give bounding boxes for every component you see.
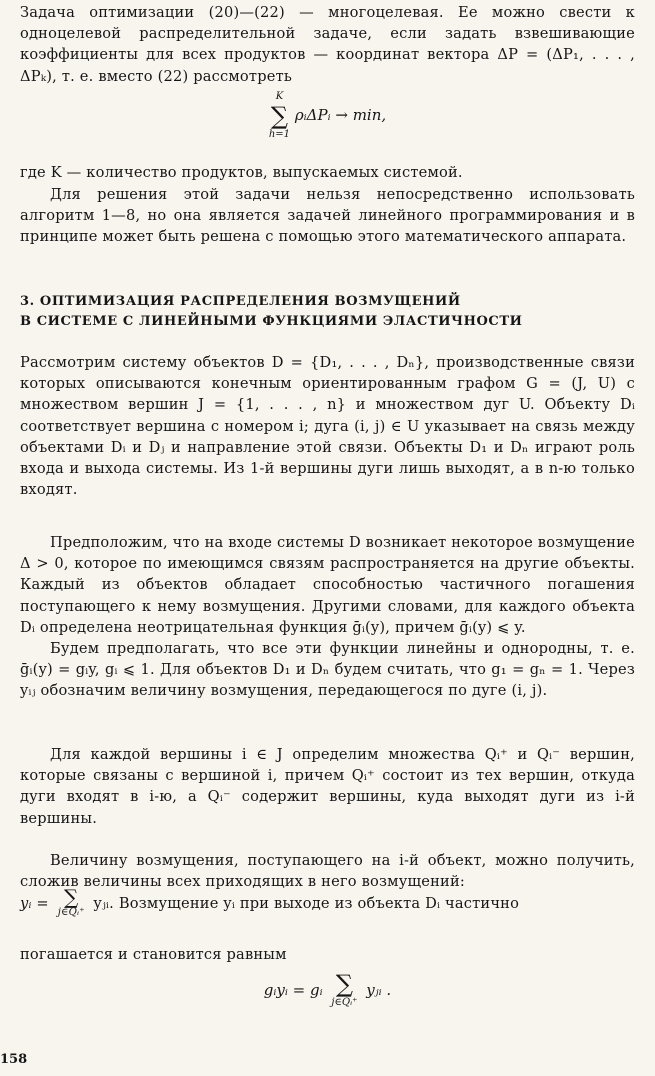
paragraph-2: где K — количество продуктов, выпускаемых системой. xyxy=(20,164,463,181)
sum-sign: ∑ j∈Qᵢ⁺ xyxy=(57,885,85,918)
formula-lhs: gᵢyᵢ = gᵢ xyxy=(263,981,323,999)
paragraph-6: Будем предполагать, что все эти функции линейны и однородны, т. е. ḡᵢ(y) = gᵢy, gᵢ ⩽ 1. Для объектов D₁ и Dₙ будем считать, что g₁ = gₙ = 1. Через yᵢⱼ обозначим величину возмущения, передающегося по дуге (i, j). xyxy=(20,640,635,700)
formula-sum-min xyxy=(20,90,635,142)
formula-gi-yi xyxy=(20,972,635,1010)
paragraph-4: Рассмотрим систему объектов D = {D₁, . . . , Dₙ}, производственные связи которых описываются конечным ориентированным графом G = (J, U) с множеством вершин J = {1, . . . , n} и множеством дуг U. Объекту Dᵢ соответствует вершина с номером i; дуга (i, j) ∈ U указывает на связь между объектами Dᵢ и Dⱼ и направление этой связи. Объекты D₁ и Dₙ играют роль входа и выхода системы. Из 1-й вершины дуги лишь выходят, а в n-ю только входят. xyxy=(20,354,635,499)
paragraph-8-formula-line xyxy=(20,885,635,920)
sum-sign: K ∑ h=1 xyxy=(268,91,291,140)
sum-lower-limit: j∈Qᵢ⁺ xyxy=(331,997,358,1008)
paragraph-8-rest: yⱼᵢ. Возмущение yᵢ при выходе из объекта Dᵢ частично xyxy=(93,895,520,912)
paragraph-7: Для каждой вершины i ∈ J определим множества Qᵢ⁺ и Qᵢ⁻ вершин, которые связаны с вершиной i, причем Qᵢ⁺ состоит из тех вершин, откуда дуги входят в i-ю, а Qᵢ⁻ содержит вершины, куда выходят дуги из i-й вершины. xyxy=(20,746,635,827)
paragraph-8: Величину возмущения, поступающего на i-й объект, можно получить, сложив величины всех приходящих в него возмущений: xyxy=(20,852,635,891)
formula-body: yⱼᵢ . xyxy=(366,981,392,999)
yi-equals: yᵢ = xyxy=(20,895,49,912)
paragraph-5: Предположим, что на входе системы D возникает некоторое возмущение Δ > 0, которое по имеющимся связям распространяется на другие объекты. Каждый из объектов обладает способностью частичного погашения поступающего к нему возмущения. Другими словами, для каждого объекта Dᵢ определена неотрицательная функция ḡᵢ(y), причем ḡᵢ(y) ⩽ y. xyxy=(20,534,635,636)
sum-upper-limit: K xyxy=(275,91,284,102)
paragraph-1: Задача оптимизации (20)—(22) — многоцелевая. Ее можно свести к одноцелевой распределительной задаче, если задать взвешивающие коэффициенты для всех продуктов — координат вектора ΔP = (ΔP₁, . . . , ΔPₖ), т. е. вместо (22) рассмотреть xyxy=(20,4,635,85)
sum-lower-limit: h=1 xyxy=(268,129,291,140)
paragraph-3: Для решения этой задачи нельзя непосредственно использовать алгоритм 1—8, но она является задачей линейного программирования и в принципе может быть решена с помощью этого математического аппарата. xyxy=(20,186,635,246)
sum-sign: ∑ j∈Qᵢ⁺ xyxy=(331,970,358,1008)
paragraph-9: погашается и становится равным xyxy=(20,946,287,963)
heading-line-2: В СИСТЕМЕ С ЛИНЕЙНЫМИ ФУНКЦИЯМИ ЭЛАСТИЧНОСТИ xyxy=(20,314,523,329)
section-heading xyxy=(20,292,635,332)
heading-line-1: 3. ОПТИМИЗАЦИЯ РАСПРЕДЕЛЕНИЯ ВОЗМУЩЕНИЙ xyxy=(20,294,461,309)
formula-body: ρᵢΔPᵢ → min, xyxy=(294,106,387,124)
page-number: 158 xyxy=(0,1052,28,1067)
sum-lower-limit: j∈Qᵢ⁺ xyxy=(57,907,85,918)
